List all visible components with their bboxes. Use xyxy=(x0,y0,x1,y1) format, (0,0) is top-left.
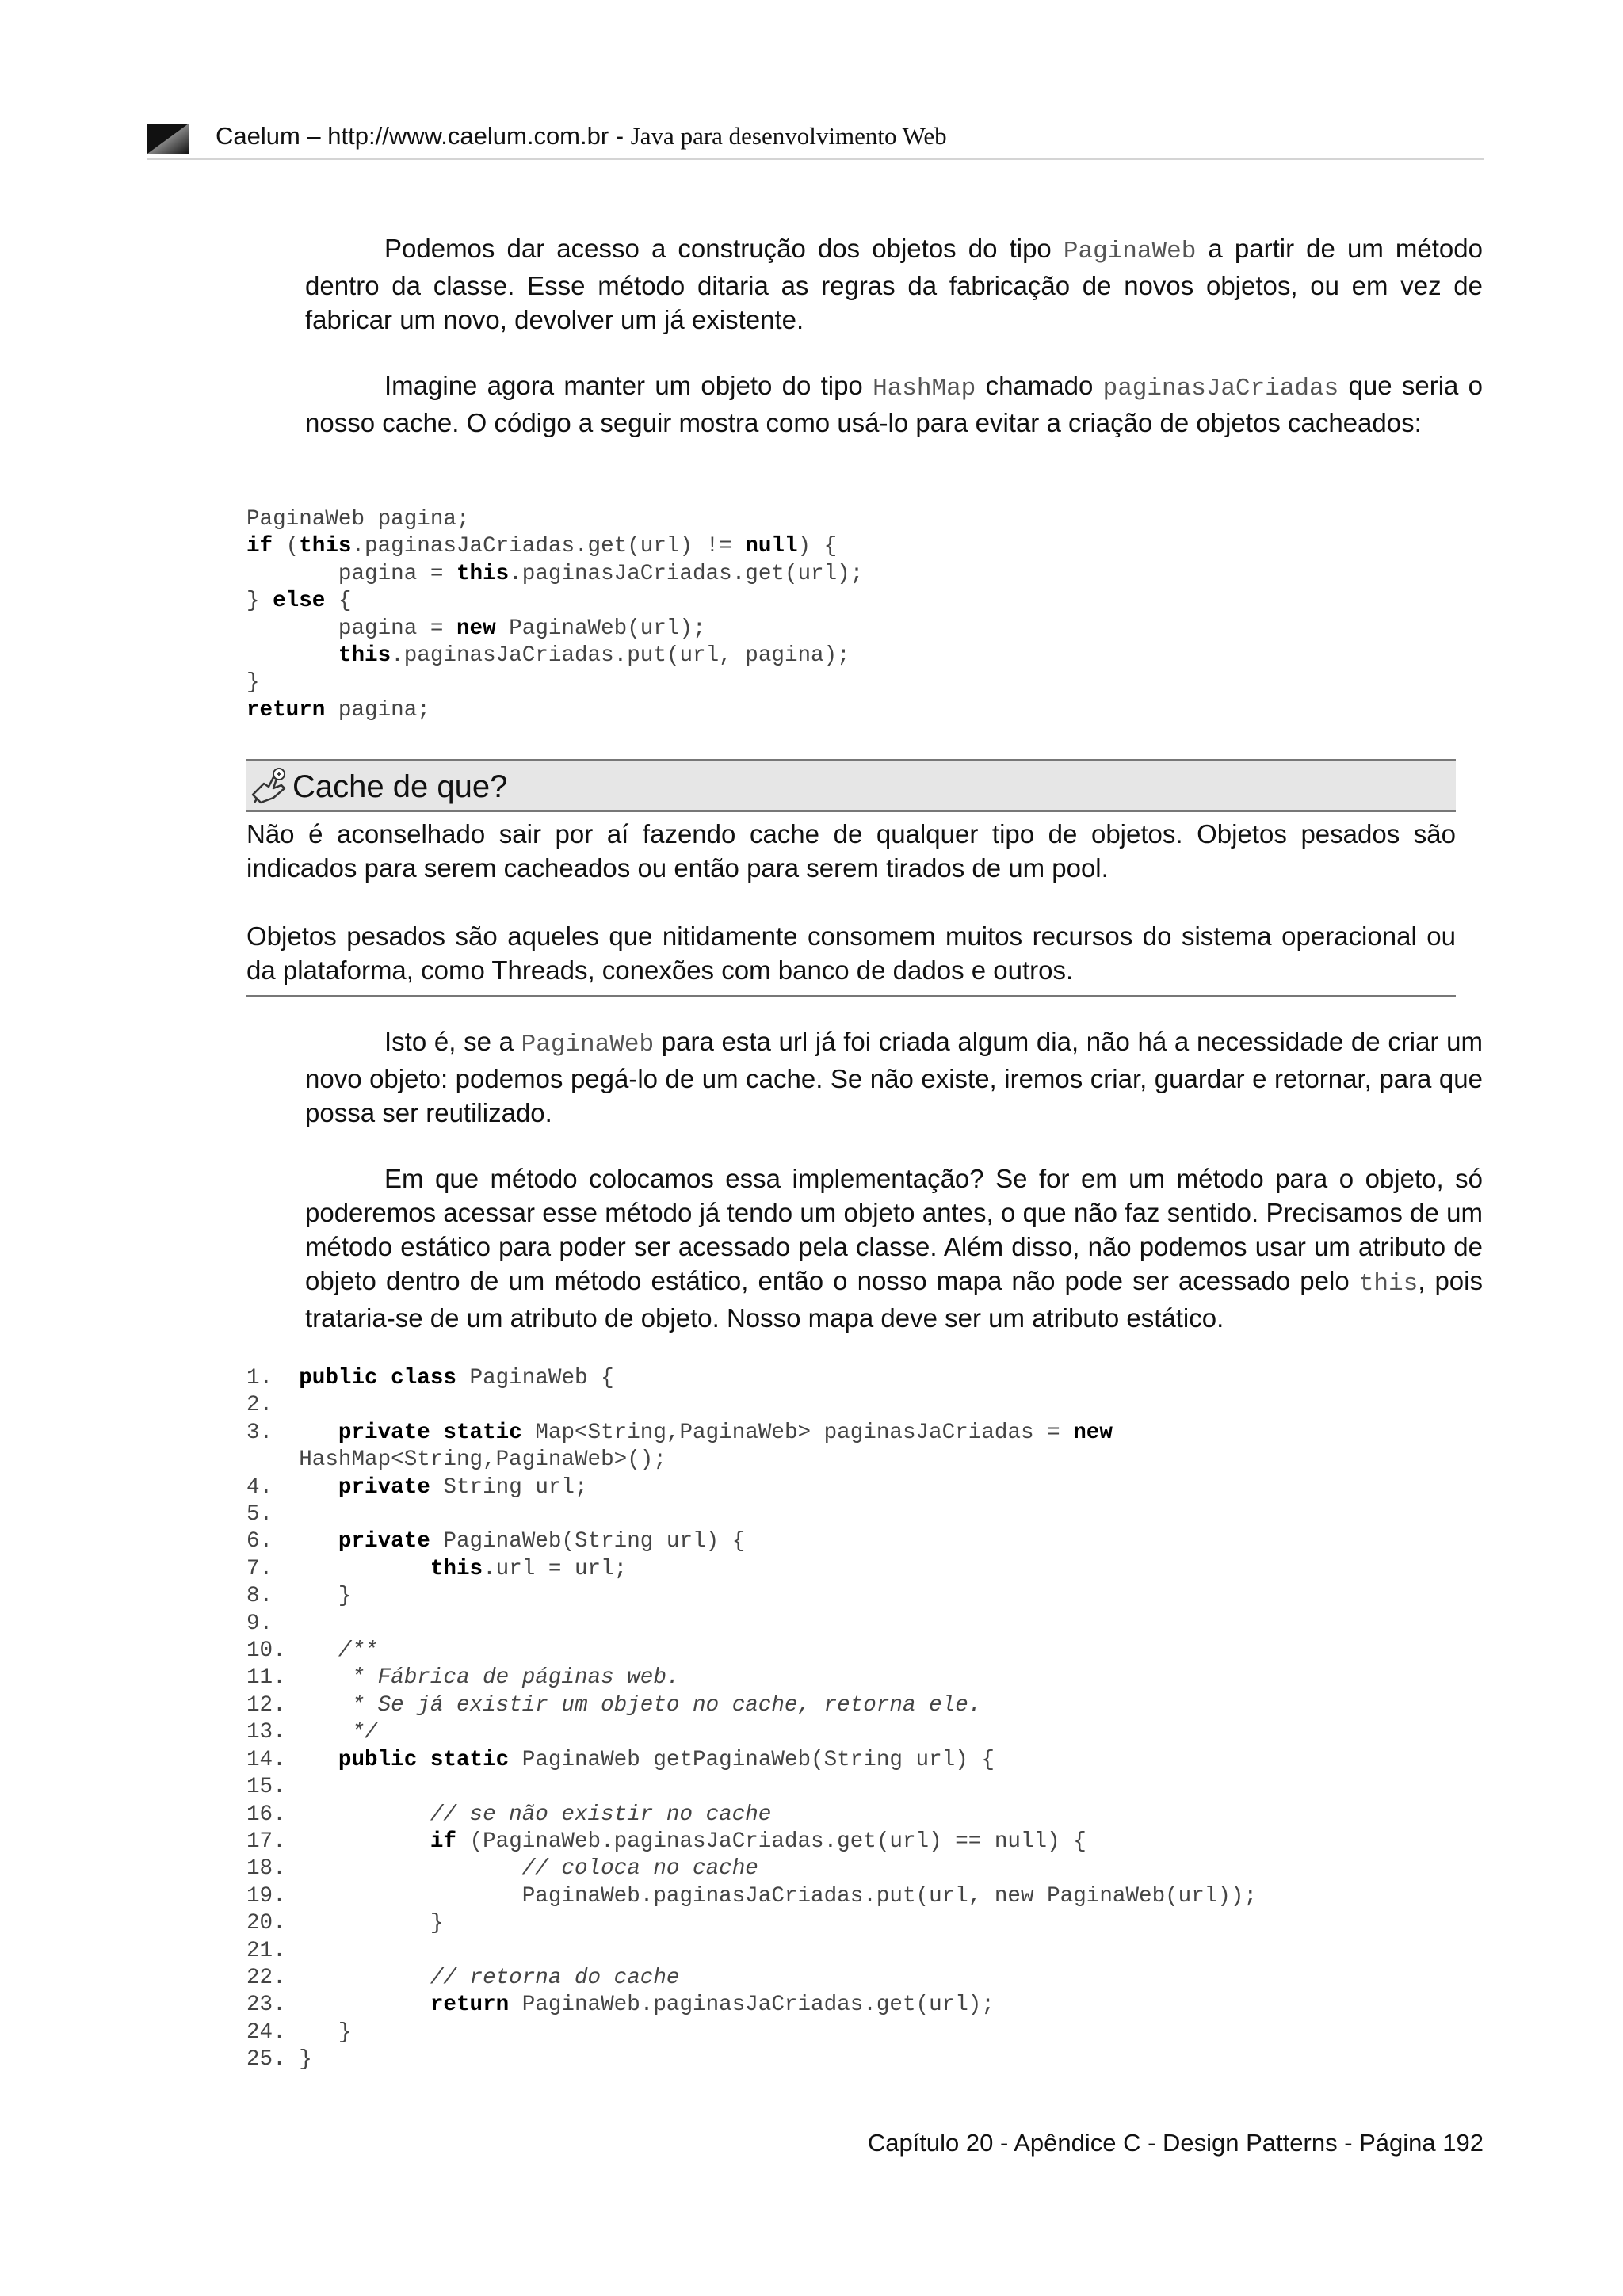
code-token: 21. xyxy=(246,1938,286,1963)
paragraph-text: Em que método colocamos essa implementação? Se for em um método para o objeto, só poderemos acessar esse método já tendo um objeto antes, o que não faz sentido. Precisamos de um método estático para poder ser acessado pela classe. Além disso, não podemos usar um atributo de objeto dentro de um método estático, então o nosso mapa não pode ser acessado pelo xyxy=(305,1164,1483,1295)
code-token: PaginaWeb { xyxy=(456,1366,614,1390)
code-token: 23. xyxy=(246,1993,430,2018)
caelum-logo-icon xyxy=(147,124,189,154)
inline-code: HashMap xyxy=(873,375,976,402)
code-token: 19. PaginaWeb.paginasJaCriadas.put(url, new PaginaWeb(url)); xyxy=(246,1883,1258,1909)
paragraph-text: para esta url já foi criada algum dia, não há a necessidade de criar um novo objeto: podemos pegá-lo de um cache. Se não existe, iremos criar, guardar e retornar, para que possa ser reutilizado. xyxy=(305,1027,1483,1127)
code-token: 8. } xyxy=(246,1584,352,1609)
code-token xyxy=(417,1748,430,1772)
code-token: 9. xyxy=(246,1611,273,1636)
code-line xyxy=(246,1938,1257,1965)
code-line xyxy=(246,1420,1257,1447)
code-line xyxy=(246,669,863,696)
code-line xyxy=(246,1611,1257,1638)
code-keyword: this xyxy=(456,561,510,586)
code-token: 14. xyxy=(246,1747,338,1772)
code-comment: /** xyxy=(338,1638,378,1664)
callout-header xyxy=(246,759,1456,812)
code-keyword: this xyxy=(338,643,391,669)
callout-title: Cache de que? xyxy=(292,769,508,804)
paragraph-text: que seria o nosso cache. O código a seguir mostra como usá-lo para evitar a criação de objetos cacheados: xyxy=(305,371,1483,437)
code-line xyxy=(246,1474,1257,1501)
code-token: 11. xyxy=(246,1665,352,1691)
code-line xyxy=(246,561,863,588)
code-line xyxy=(246,2046,1257,2073)
paragraph-text: Isto é, se a xyxy=(384,1027,521,1056)
code-token: 22. xyxy=(246,1965,430,1990)
paragraph-text: Imagine agora manter um objeto do tipo xyxy=(384,371,873,400)
code-token xyxy=(246,643,338,668)
code-line xyxy=(246,1855,1257,1882)
code-token: 16. xyxy=(246,1802,430,1827)
code-line xyxy=(246,697,863,724)
code-token: 5. xyxy=(246,1502,273,1527)
code-token: String url; xyxy=(430,1474,588,1500)
code-token: 18. xyxy=(246,1856,522,1882)
code-token: ) { xyxy=(797,534,838,559)
code-token: PaginaWeb(String url) { xyxy=(430,1529,746,1554)
code-token: pagina = xyxy=(246,616,456,641)
code-token: 12. xyxy=(246,1692,352,1718)
code-line xyxy=(246,1365,1257,1392)
code-line xyxy=(246,1583,1257,1610)
paragraph-text: a partir de um método dentro da classe. Esse método ditaria as regras da fabricação de novos objetos, ou em vez de fabricar um novo, devolver um já existente. xyxy=(305,234,1483,334)
code-line xyxy=(246,1528,1257,1555)
code-comment: * Se já existir um objeto no cache, retorna ele. xyxy=(351,1692,982,1718)
code-keyword: static xyxy=(443,1420,522,1445)
code-token: 1. xyxy=(246,1366,300,1390)
code-keyword: return xyxy=(246,697,326,723)
code-token: 13. xyxy=(246,1720,352,1745)
code-line xyxy=(246,1692,1257,1719)
inline-code: PaginaWeb xyxy=(521,1031,655,1058)
body-paragraph xyxy=(305,231,1483,337)
code-token: 25. } xyxy=(246,2047,312,2073)
paragraph-text: Podemos dar acesso a construção dos objetos do tipo xyxy=(384,234,1064,263)
code-token: ( xyxy=(273,534,300,559)
code-comment: * Fábrica de páginas web. xyxy=(351,1665,680,1691)
code-token: 4. xyxy=(246,1474,338,1500)
code-line xyxy=(246,1501,1257,1528)
code-token: 7. xyxy=(246,1556,430,1581)
code-token: .paginasJaCriadas.get(url) != xyxy=(351,534,746,559)
code-line xyxy=(246,1392,1257,1419)
code-line xyxy=(246,616,863,643)
code-keyword: class xyxy=(391,1366,456,1390)
code-line xyxy=(246,1638,1257,1665)
paragraph-text: chamado xyxy=(976,371,1103,400)
code-line xyxy=(246,1556,1257,1583)
code-token: .paginasJaCriadas.get(url); xyxy=(509,561,864,586)
code-token: HashMap<String,PaginaWeb>(); xyxy=(246,1447,666,1473)
hand-pointing-icon xyxy=(250,766,291,807)
code-keyword: new xyxy=(1073,1420,1113,1445)
code-token: 3. xyxy=(246,1420,338,1445)
code-line xyxy=(246,1747,1257,1774)
code-comment: // retorna do cache xyxy=(430,1965,680,1990)
code-keyword: if xyxy=(246,534,273,559)
running-header xyxy=(147,119,1484,160)
code-comment: */ xyxy=(351,1720,378,1745)
code-token: 6. xyxy=(246,1529,338,1554)
paragraph-text: , pois trataria-se de um atributo de objeto. Nosso mapa deve ser um atributo estático. xyxy=(305,1266,1483,1333)
code-token xyxy=(430,1421,444,1445)
code-token: 15. xyxy=(246,1775,286,1800)
code-token: 20. } xyxy=(246,1911,444,1936)
code-line xyxy=(246,1774,1257,1801)
code-line xyxy=(246,1829,1257,1855)
code-line xyxy=(246,1910,1257,1937)
code-token: 2. xyxy=(246,1393,273,1418)
code-line xyxy=(246,2019,1257,2046)
code-token: .paginasJaCriadas.put(url, pagina); xyxy=(391,643,850,669)
code-line xyxy=(246,506,863,533)
code-token: (PaginaWeb.paginasJaCriadas.get(url) == null) { xyxy=(456,1829,1086,1854)
code-keyword: return xyxy=(430,1993,510,2018)
code-line xyxy=(246,643,863,669)
code-token: PaginaWeb.paginasJaCriadas.get(url); xyxy=(509,1993,995,2018)
code-listing-cache-usage xyxy=(246,506,863,724)
callout-paragraph: Não é aconselhado sair por aí fazendo cache de qualquer tipo de objetos. Objetos pesados são indicados para serem cacheados ou então para serem tirados de um pool. xyxy=(246,819,1456,883)
callout-box xyxy=(246,759,1456,997)
code-keyword: private xyxy=(338,1420,430,1445)
code-token: 24. } xyxy=(246,2019,352,2045)
code-token: pagina = xyxy=(246,561,456,586)
code-token: PaginaWeb pagina; xyxy=(246,507,470,532)
code-keyword: public xyxy=(338,1747,418,1772)
code-line xyxy=(246,1665,1257,1691)
code-keyword: new xyxy=(456,616,496,641)
code-line xyxy=(246,533,863,560)
code-token: 10. xyxy=(246,1638,338,1664)
code-keyword: private xyxy=(338,1474,430,1500)
inline-code: paginasJaCriadas xyxy=(1102,375,1339,402)
code-line xyxy=(246,1802,1257,1829)
inline-code: this xyxy=(1358,1270,1419,1298)
code-line xyxy=(246,1719,1257,1746)
code-token: { xyxy=(325,589,352,614)
code-token: 17. xyxy=(246,1829,430,1854)
code-line xyxy=(246,1883,1257,1910)
code-token: PaginaWeb(url); xyxy=(495,616,706,641)
code-line xyxy=(246,1965,1257,1992)
code-token: pagina; xyxy=(325,697,430,723)
body-paragraph xyxy=(305,1161,1483,1335)
callout-paragraph: Objetos pesados são aqueles que nitidamente consomem muitos recursos do sistema operacional ou da plataforma, como Threads, conexões com banco de dados e outros. xyxy=(246,921,1456,985)
inline-code: PaginaWeb xyxy=(1063,238,1197,265)
code-keyword: this xyxy=(299,534,352,559)
code-keyword: null xyxy=(745,534,798,559)
code-comment: // coloca no cache xyxy=(521,1856,758,1882)
code-keyword: if xyxy=(430,1829,456,1854)
code-keyword: private xyxy=(338,1529,430,1554)
code-keyword: static xyxy=(430,1747,510,1772)
code-token: Map<String,PaginaWeb> paginasJaCriadas = xyxy=(521,1420,1074,1445)
code-line xyxy=(246,1447,1257,1474)
code-token: } xyxy=(246,589,273,614)
code-comment: // se não existir no cache xyxy=(430,1802,772,1827)
code-token: PaginaWeb getPaginaWeb(String url) { xyxy=(509,1747,995,1772)
code-token xyxy=(378,1366,391,1390)
header-brand: Caelum – http://www.caelum.com.br - xyxy=(216,122,631,150)
header-book-title: Java para desenvolvimento Web xyxy=(630,122,947,150)
body-paragraph xyxy=(305,368,1483,440)
code-listing-paginaweb-class xyxy=(246,1365,1257,2074)
code-keyword: public xyxy=(299,1366,378,1390)
code-token: } xyxy=(246,670,260,696)
code-token: .url = url; xyxy=(483,1556,628,1581)
code-keyword: this xyxy=(430,1556,483,1581)
header-text xyxy=(216,120,947,152)
code-line xyxy=(246,588,863,615)
page-footer: Capítulo 20 - Apêndice C - Design Patterns - Página 192 xyxy=(867,2129,1484,2157)
code-keyword: else xyxy=(273,589,326,614)
code-line xyxy=(246,1992,1257,2019)
body-paragraph xyxy=(305,1024,1483,1130)
callout-body xyxy=(246,812,1456,997)
